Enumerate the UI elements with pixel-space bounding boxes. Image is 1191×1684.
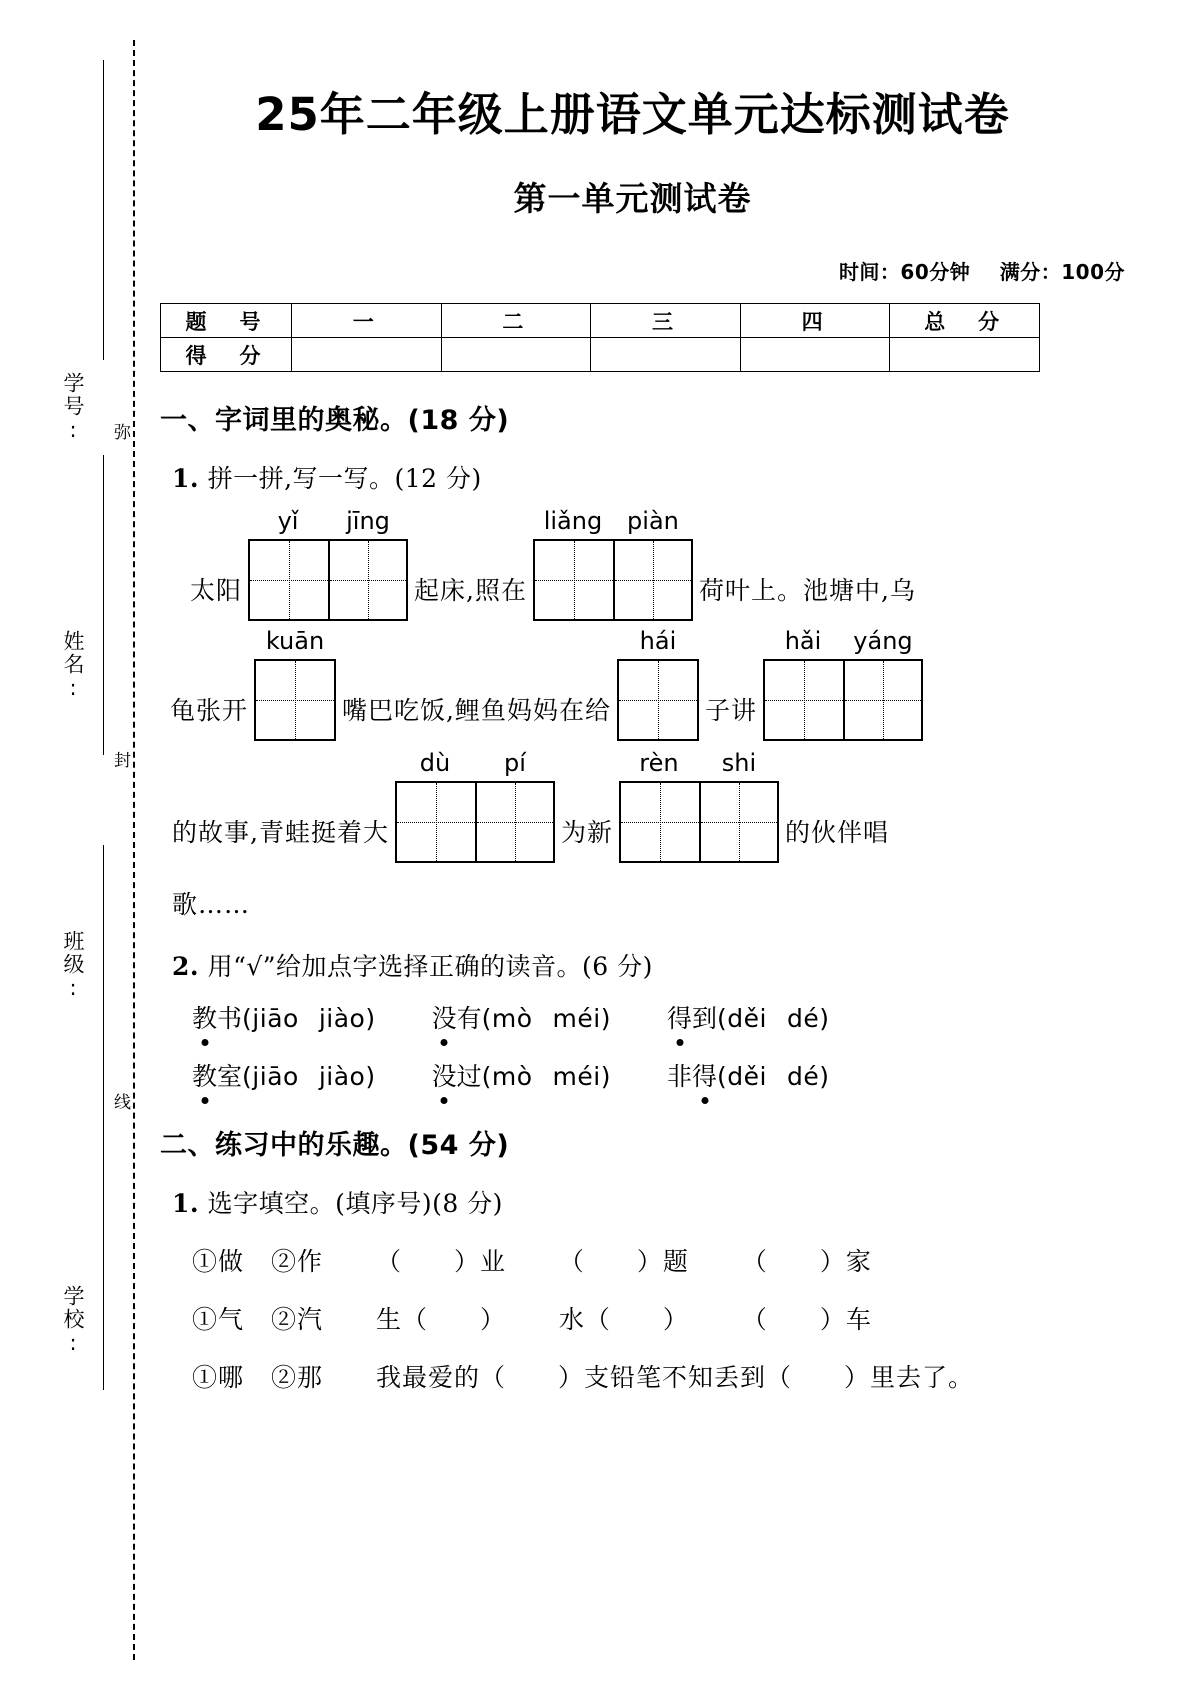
tianzige-cell[interactable] <box>613 541 691 619</box>
word-rest: 有 <box>456 1004 482 1033</box>
score-input-q4[interactable] <box>740 338 890 372</box>
pinyin-hint <box>254 627 336 655</box>
pinyin-syllable: rèn <box>639 749 679 777</box>
sentence-fragment: 起床,照在 <box>414 576 527 605</box>
score-cell-total: 总 分 <box>890 304 1040 338</box>
pronunciation-item-meiguo[interactable] <box>432 1057 611 1093</box>
score-input-q3[interactable] <box>591 338 741 372</box>
tianzige-group-dupi[interactable] <box>395 749 555 863</box>
pinyin-option[interactable]: jiāo <box>252 1062 299 1091</box>
pinyin-hint <box>395 749 555 777</box>
choice-option[interactable]: ①哪 <box>192 1363 245 1392</box>
pinyin-option[interactable]: děi <box>727 1004 767 1033</box>
pinyin-syllable: shi <box>721 749 757 777</box>
choice-options <box>192 1363 350 1392</box>
choice-option[interactable]: ②汽 <box>270 1305 323 1334</box>
tianzige-cell[interactable] <box>765 661 843 739</box>
answer-sentence[interactable]: 我最爱的（ ）支铅笔不知丢到（ ）里去了。 <box>375 1363 974 1392</box>
tianzige-group-renshi[interactable] <box>619 749 779 863</box>
pinyin-hint <box>619 749 779 777</box>
choice-options <box>192 1247 350 1276</box>
sentence-fragment: 嘴巴吃饭,鲤鱼妈妈在给 <box>342 696 611 725</box>
score-input-q1[interactable] <box>292 338 442 372</box>
sidebar-rule-3 <box>103 845 104 1145</box>
pinyin-syllable: hǎi <box>784 627 822 655</box>
question-1-2-header <box>172 947 1155 983</box>
question-2-1-header <box>172 1184 1155 1220</box>
question-prompt: 用“√”给加点字选择正确的读音。(6 分) <box>207 952 653 981</box>
exam-meta <box>150 256 1155 285</box>
tianzige-cell[interactable] <box>621 783 699 861</box>
tianzige-group-haiyang[interactable] <box>763 627 923 741</box>
dotted-char: 教 <box>192 1057 217 1093</box>
tianzige-group-hai[interactable] <box>617 627 699 741</box>
sentence-fragment: 太阳 <box>190 576 243 605</box>
answer-slot[interactable]: （ ）家 <box>741 1247 872 1276</box>
pinyin-syllable: piàn <box>627 507 679 535</box>
score-table-row-label: 题 号 <box>161 304 292 338</box>
pinyin-option[interactable]: dé <box>787 1004 820 1033</box>
tianzige-group-yijing[interactable] <box>248 507 408 621</box>
tianzige-cell[interactable] <box>475 783 553 861</box>
sentence-fragment: 子讲 <box>704 696 757 725</box>
page-subtitle: 第一单元测试卷 <box>513 179 752 218</box>
question-number: 2. <box>172 952 200 981</box>
pronunciation-item-meiyou[interactable] <box>432 999 611 1035</box>
pinyin-syllable: yáng <box>853 627 913 655</box>
pronunciation-item-feidei[interactable] <box>667 1057 830 1093</box>
pinyin-option[interactable]: méi <box>552 1062 601 1091</box>
seal-mark-mi: 弥 <box>108 420 133 443</box>
table-row <box>161 338 1040 372</box>
choice-option[interactable]: ②作 <box>270 1247 323 1276</box>
section-heading-2: 二、练习中的乐趣。(54 分) <box>160 1130 510 1161</box>
answer-slot[interactable]: （ ）题 <box>558 1247 689 1276</box>
score-cell-q1: 一 <box>292 304 442 338</box>
pinyin-syllable: dù <box>419 749 451 777</box>
sentence-fragment: 荷叶上。池塘中,乌 <box>698 576 916 605</box>
tianzige-cell[interactable] <box>397 783 475 861</box>
tianzige-boxes[interactable] <box>533 539 693 621</box>
word-prefix: 非 <box>667 1062 693 1091</box>
pronunciation-item-dedao[interactable] <box>667 999 830 1035</box>
tianzige-cell[interactable] <box>256 661 334 739</box>
pinyin-hint <box>248 507 408 535</box>
pinyin-syllable: liǎng <box>543 507 603 535</box>
answer-slot[interactable]: （ ）车 <box>741 1305 872 1334</box>
exam-paper-body <box>150 0 1155 1684</box>
question-number: 1. <box>172 1189 200 1218</box>
section-heading-1: 一、字词里的奥秘。(18 分) <box>160 405 510 436</box>
pinyin-hint <box>617 627 699 655</box>
pinyin-options[interactable]: (děi dé) <box>717 1004 830 1033</box>
word-rest: 到 <box>692 1004 718 1033</box>
tianzige-boxes[interactable] <box>395 781 555 863</box>
exam-duration: 时间：60分钟 <box>838 260 971 284</box>
pronunciation-row-1 <box>192 999 1155 1035</box>
pronunciation-item-jiaoshu[interactable] <box>192 999 376 1035</box>
score-cell-q2: 二 <box>441 304 591 338</box>
sidebar-rule-1 <box>103 60 104 360</box>
pronunciation-row-2 <box>192 1057 1155 1093</box>
question-prompt: 拼一拼,写一写。(12 分) <box>207 464 482 493</box>
sidebar-label-name: 姓名: <box>61 630 85 702</box>
sidebar-label-student-id: 学号: <box>61 372 85 444</box>
score-cell-q3: 三 <box>591 304 741 338</box>
exam-margin-sidebar <box>0 0 150 1684</box>
fill-row-zuo <box>192 1242 1155 1278</box>
seal-mark-feng: 封 <box>108 748 133 771</box>
tianzige-cell[interactable] <box>535 541 613 619</box>
pinyin-syllable: hái <box>639 627 677 655</box>
pinyin-write-row-1 <box>190 507 1155 621</box>
pinyin-option[interactable]: mò <box>491 1004 533 1033</box>
tianzige-boxes[interactable] <box>763 659 923 741</box>
word-rest: 书 <box>217 1004 243 1033</box>
pinyin-syllable: jīng <box>346 507 390 535</box>
choice-options <box>192 1305 350 1334</box>
tianzige-boxes[interactable] <box>617 659 699 741</box>
question-number: 1. <box>172 464 200 493</box>
pinyin-option[interactable]: jiào <box>318 1062 366 1091</box>
pinyin-syllable: yǐ <box>277 507 299 535</box>
answer-slot[interactable]: 生（ ） <box>375 1305 506 1334</box>
pinyin-options[interactable]: (děi dé) <box>717 1062 830 1091</box>
pinyin-option[interactable]: děi <box>727 1062 767 1091</box>
pinyin-options[interactable]: (jiāo jiào) <box>242 1062 376 1091</box>
sidebar-label-school: 学校: <box>61 1285 85 1357</box>
tianzige-cell[interactable] <box>843 661 921 739</box>
tianzige-cell[interactable] <box>250 541 328 619</box>
dotted-char: 得 <box>667 999 692 1035</box>
sidebar-rule-2 <box>103 455 104 755</box>
pinyin-syllable: pí <box>504 749 526 777</box>
choice-option[interactable]: ②那 <box>270 1363 323 1392</box>
choice-option[interactable]: ①做 <box>192 1247 245 1276</box>
pronunciation-item-jiaoshi[interactable] <box>192 1057 376 1093</box>
tianzige-boxes[interactable] <box>619 781 779 863</box>
exam-total-score: 满分：100分 <box>999 260 1125 284</box>
pinyin-syllable: kuān <box>265 627 325 655</box>
sidebar-rule-4 <box>103 1145 104 1390</box>
answer-slot[interactable]: （ ）业 <box>375 1247 506 1276</box>
pinyin-options[interactable]: (jiāo jiào) <box>242 1004 376 1033</box>
tianzige-group-liangpian[interactable] <box>533 507 693 621</box>
tianzige-cell[interactable] <box>699 783 777 861</box>
tianzige-boxes[interactable] <box>254 659 336 741</box>
sidebar-seal-dashed-line <box>133 40 135 1660</box>
answer-slot[interactable]: 水（ ） <box>558 1305 689 1334</box>
score-input-q2[interactable] <box>441 338 591 372</box>
score-input-total[interactable] <box>890 338 1040 372</box>
pinyin-option[interactable]: mò <box>491 1062 533 1091</box>
word-rest: 过 <box>456 1062 482 1091</box>
word-rest: 室 <box>217 1062 243 1091</box>
tianzige-group-kuan[interactable] <box>254 627 336 741</box>
pinyin-options[interactable]: (mò méi) <box>481 1062 611 1091</box>
fill-row-qi <box>192 1300 1155 1336</box>
tianzige-boxes[interactable] <box>248 539 408 621</box>
table-row <box>161 304 1040 338</box>
sentence-fragment: 的故事,青蛙挺着大 <box>172 818 389 847</box>
score-cell-q4: 四 <box>740 304 890 338</box>
dotted-char: 没 <box>432 999 457 1035</box>
sentence-fragment: 龟张开 <box>170 696 249 725</box>
tianzige-cell[interactable] <box>619 661 697 739</box>
pinyin-write-row-3 <box>172 749 1155 863</box>
sentence-fragment: 的伙伴唱 <box>784 818 889 847</box>
dotted-char: 得 <box>692 1057 717 1093</box>
pinyin-options[interactable]: (mò méi) <box>481 1004 611 1033</box>
fill-row-na <box>192 1358 1155 1394</box>
pinyin-option[interactable]: dé <box>787 1062 820 1091</box>
score-table <box>160 303 1040 372</box>
question-1-1-header <box>172 459 1155 495</box>
seal-mark-xian: 线 <box>108 1090 133 1113</box>
pinyin-option[interactable]: jiāo <box>252 1004 299 1033</box>
sentence-tail: 歌…… <box>172 890 251 919</box>
sidebar-label-class: 班级: <box>61 930 85 1002</box>
pinyin-hint <box>763 627 923 655</box>
sentence-fragment: 为新 <box>560 818 613 847</box>
pinyin-option[interactable]: jiào <box>318 1004 366 1033</box>
pinyin-hint <box>533 507 693 535</box>
choice-option[interactable]: ①气 <box>192 1305 245 1334</box>
dotted-char: 没 <box>432 1057 457 1093</box>
pinyin-option[interactable]: méi <box>552 1004 601 1033</box>
score-table-row-label-points: 得 分 <box>161 338 292 372</box>
tianzige-cell[interactable] <box>328 541 406 619</box>
page-title: 25年二年级上册语文单元达标测试卷 <box>255 88 1010 141</box>
question-prompt: 选字填空。(填序号)(8 分) <box>207 1189 503 1218</box>
dotted-char: 教 <box>192 999 217 1035</box>
pinyin-write-row-2 <box>170 627 1155 741</box>
